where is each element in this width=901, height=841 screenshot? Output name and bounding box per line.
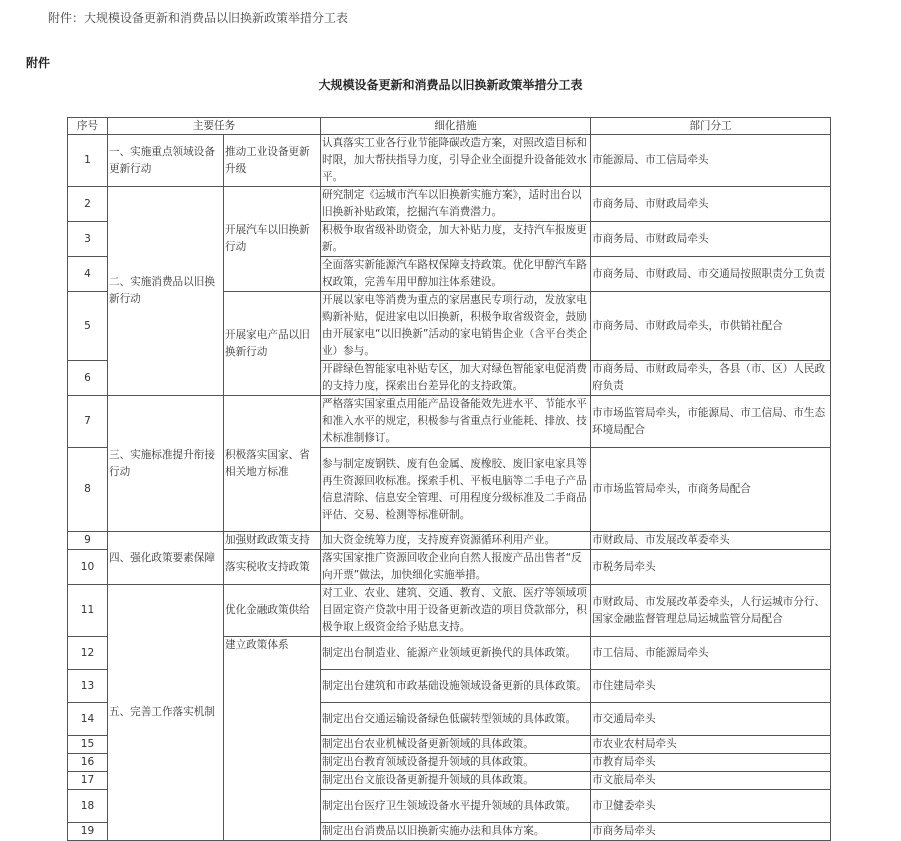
detail-cell: 参与制定废钢铁、废有色金属、废橡胶、废旧家电家具等再生资源回收标准。探索手机、平板电脑等二手电子产品信息清除、信息安全管理、可用程度分级标准及二手商品评估、交易、检测等标准研制。 [321,448,591,532]
table-row [68,585,831,637]
main-task-cell: 二、实施消费品以旧换新行动 [108,187,224,396]
detail-cell: 研究制定《运城市汽车以旧换新实施方案》，适时出台以旧换新补贴政策，挖掘汽车消费潜力。 [321,187,591,222]
detail-cell: 制定出台农业机械设备更新领域的具体政策。 [321,736,591,754]
row-number: 7 [68,396,108,448]
detail-cell: 制定出台教育领域设备提升领域的具体政策。 [321,754,591,772]
detail-cell: 全面落实新能源汽车路权保障支持政策。优化甲醇汽车路权政策，完善车用甲醇加注体系建设。 [321,257,591,292]
dept-cell: 市税务局牵头 [591,550,831,585]
table-row [68,396,831,448]
sub-task-cell: 开展汽车以旧换新行动 [224,187,321,292]
table-row [68,532,831,550]
detail-cell: 制定出台消费品以旧换新实施办法和具体方案。 [321,823,591,841]
detail-cell: 加大资金统筹力度，支持废弃资源循环利用产业。 [321,532,591,550]
dept-cell: 市财政局、市发展改革委牵头，人行运城市分行、国家金融监督管理总局运城监管分局配合 [591,585,831,637]
dept-cell: 市商务局、市财政局、市交通局按照职责分工负责 [591,257,831,292]
attachment-label: 附件 [26,56,51,70]
attachment-caption: 附件：大规模设备更新和消费品以旧换新政策举措分工表 [48,11,349,25]
detail-cell: 开展以家电等消费为重点的家居惠民专项行动，发放家电购新补贴，促进家电以旧换新，积极争取省级资金，鼓励由开展家电“以旧换新”活动的家电销售企业（含平台类企业）参与。 [321,292,591,361]
sub-task-cell: 积极落实国家、省相关地方标准 [224,396,321,532]
main-task-cell: 四、强化政策要素保障 [108,532,224,585]
sub-task-cell: 开展家电产品以旧换新行动 [224,292,321,396]
dept-cell: 市商务局、市财政局牵头 [591,187,831,222]
row-number: 16 [68,754,108,772]
row-number: 2 [68,187,108,222]
dept-cell: 市教育局牵头 [591,754,831,772]
row-number: 17 [68,772,108,790]
main-task-cell: 一、实施重点领域设备更新行动 [108,135,224,187]
dept-cell: 市商务局、市财政局牵头 [591,222,831,257]
row-number: 4 [68,257,108,292]
row-number: 14 [68,703,108,736]
row-number: 15 [68,736,108,754]
row-number: 3 [68,222,108,257]
detail-cell: 严格落实国家重点用能产品设备能效先进水平、节能水平和准入水平的规定，积极参与省重点行业能耗、排放、技术标准制修订。 [321,396,591,448]
detail-cell: 制定出台文旅设备更新提升领域的具体政策。 [321,772,591,790]
row-number: 11 [68,585,108,637]
dept-cell: 市工信局、市能源局牵头 [591,637,831,670]
sub-task-cell: 建立政策体系 [224,637,321,841]
policy-table [67,117,831,841]
table-row [68,135,831,187]
dept-cell: 市商务局牵头 [591,823,831,841]
dept-cell: 市市场监管局牵头，市商务局配合 [591,448,831,532]
detail-cell: 制定出台制造业、能源产业领域更新换代的具体政策。 [321,637,591,670]
row-number: 9 [68,532,108,550]
detail-cell: 开辟绿色智能家电补贴专区，加大对绿色智能家电促消费的支持力度，探索出台差异化的支持政策。 [321,361,591,396]
table-row [68,187,831,222]
row-number: 1 [68,135,108,187]
dept-cell: 市卫健委牵头 [591,790,831,823]
dept-cell: 市市场监管局牵头，市能源局、市工信局、市生态环境局配合 [591,396,831,448]
dept-cell: 市商务局、市财政局牵头，市供销社配合 [591,292,831,361]
detail-cell: 落实国家推广资源回收企业向自然人报废产品出售者“反向开票”做法，加快细化实施举措。 [321,550,591,585]
detail-cell: 制定出台建筑和市政基础设施领域设备更新的具体政策。 [321,670,591,703]
sub-task-cell: 推动工业设备更新升级 [224,135,321,187]
row-number: 13 [68,670,108,703]
col-header-dept: 部门分工 [591,118,831,135]
document-title: 大规模设备更新和消费品以旧换新政策举措分工表 [318,78,583,92]
dept-cell: 市农业农村局牵头 [591,736,831,754]
dept-cell: 市交通局牵头 [591,703,831,736]
main-task-cell: 五、完善工作落实机制 [108,585,224,841]
col-header-no: 序号 [68,118,108,135]
row-number: 8 [68,448,108,532]
col-header-detail: 细化措施 [321,118,591,135]
sub-task-cell: 加强财政政策支持 [224,532,321,550]
detail-cell: 对工业、农业、建筑、交通、教育、文旅、医疗等领域项目固定资产贷款中用于设备更新改造的项目贷款部分，积极争取上级资金给予贴息支持。 [321,585,591,637]
dept-cell: 市住建局牵头 [591,670,831,703]
sub-task-cell: 落实税收支持政策 [224,550,321,585]
dept-cell: 市商务局、市财政局牵头，各县（市、区）人民政府负责 [591,361,831,396]
detail-cell: 积极争取省级补助资金，加大补贴力度，支持汽车报废更新。 [321,222,591,257]
detail-cell: 制定出台交通运输设备绿色低碳转型领域的具体政策。 [321,703,591,736]
col-header-main-task: 主要任务 [108,118,321,135]
dept-cell: 市文旅局牵头 [591,772,831,790]
row-number: 5 [68,292,108,361]
row-number: 6 [68,361,108,396]
row-number: 12 [68,637,108,670]
detail-cell: 制定出台医疗卫生领域设备水平提升领域的具体政策。 [321,790,591,823]
dept-cell: 市财政局、市发展改革委牵头 [591,532,831,550]
row-number: 19 [68,823,108,841]
row-number: 10 [68,550,108,585]
sub-task-cell: 优化金融政策供给 [224,585,321,637]
main-task-cell: 三、实施标准提升衔接行动 [108,396,224,532]
dept-cell: 市能源局、市工信局牵头 [591,135,831,187]
table-header-row [68,118,831,135]
row-number: 18 [68,790,108,823]
detail-cell: 认真落实工业各行业节能降碳改造方案，对照改造目标和时限，加大帮扶指导力度，引导企业全面提升设备能效水平。 [321,135,591,187]
